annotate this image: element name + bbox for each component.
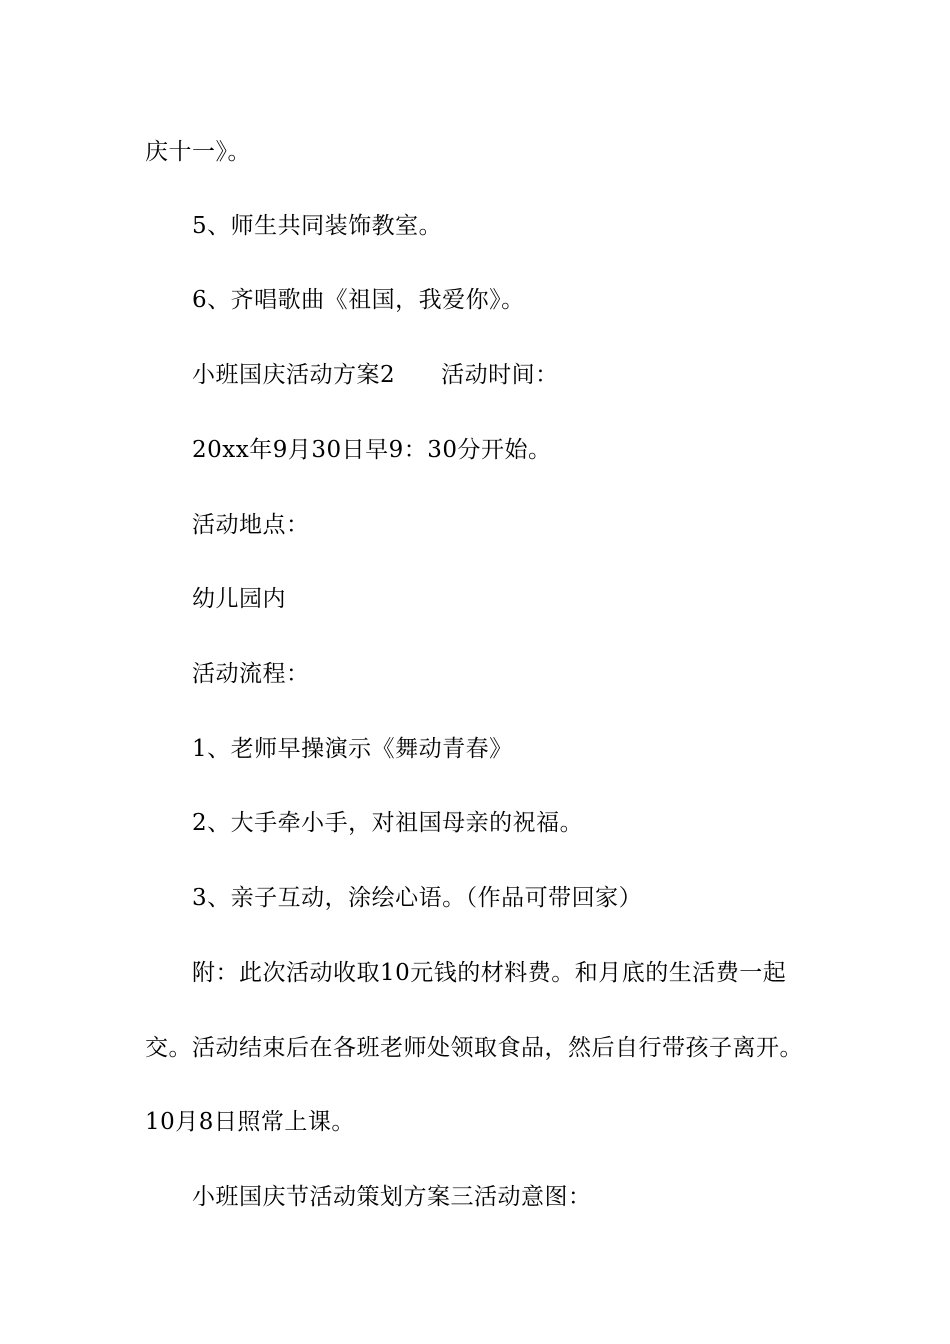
paragraph-line: 幼儿园内: [192, 586, 286, 612]
paragraph-line: 1、老师早操演示《舞动青春》: [192, 736, 513, 762]
paragraph-line: 20xx年9月30日早9：30分开始。: [192, 437, 552, 463]
paragraph-line: 小班国庆节活动策划方案三活动意图：: [192, 1184, 592, 1210]
paragraph-line: 活动地点：: [192, 512, 310, 538]
paragraph-line: 附：此次活动收取10元钱的材料费。和月底的生活费一起: [192, 960, 787, 986]
paragraph-line: 3、亲子互动，涂绘心语。（作品可带回家）: [192, 885, 643, 911]
paragraph-line: 庆十一》。: [145, 139, 251, 165]
paragraph-line: 交。活动结束后在各班老师处领取食品，然后自行带孩子离开。: [145, 1035, 803, 1061]
section-title: 小班国庆活动方案2: [192, 362, 396, 388]
section-heading-line: [192, 360, 559, 390]
paragraph-line: 活动流程：: [192, 661, 310, 687]
paragraph-line: 2、大手牵小手，对祖国母亲的祝福。: [192, 810, 584, 836]
paragraph-line: 5、师生共同装饰教室。: [192, 213, 443, 239]
paragraph-line: 10月8日照常上课。: [145, 1109, 355, 1135]
paragraph-line: 6、齐唱歌曲《祖国，我爱你》。: [192, 287, 525, 313]
activity-time-label: 活动时间：: [441, 362, 559, 388]
